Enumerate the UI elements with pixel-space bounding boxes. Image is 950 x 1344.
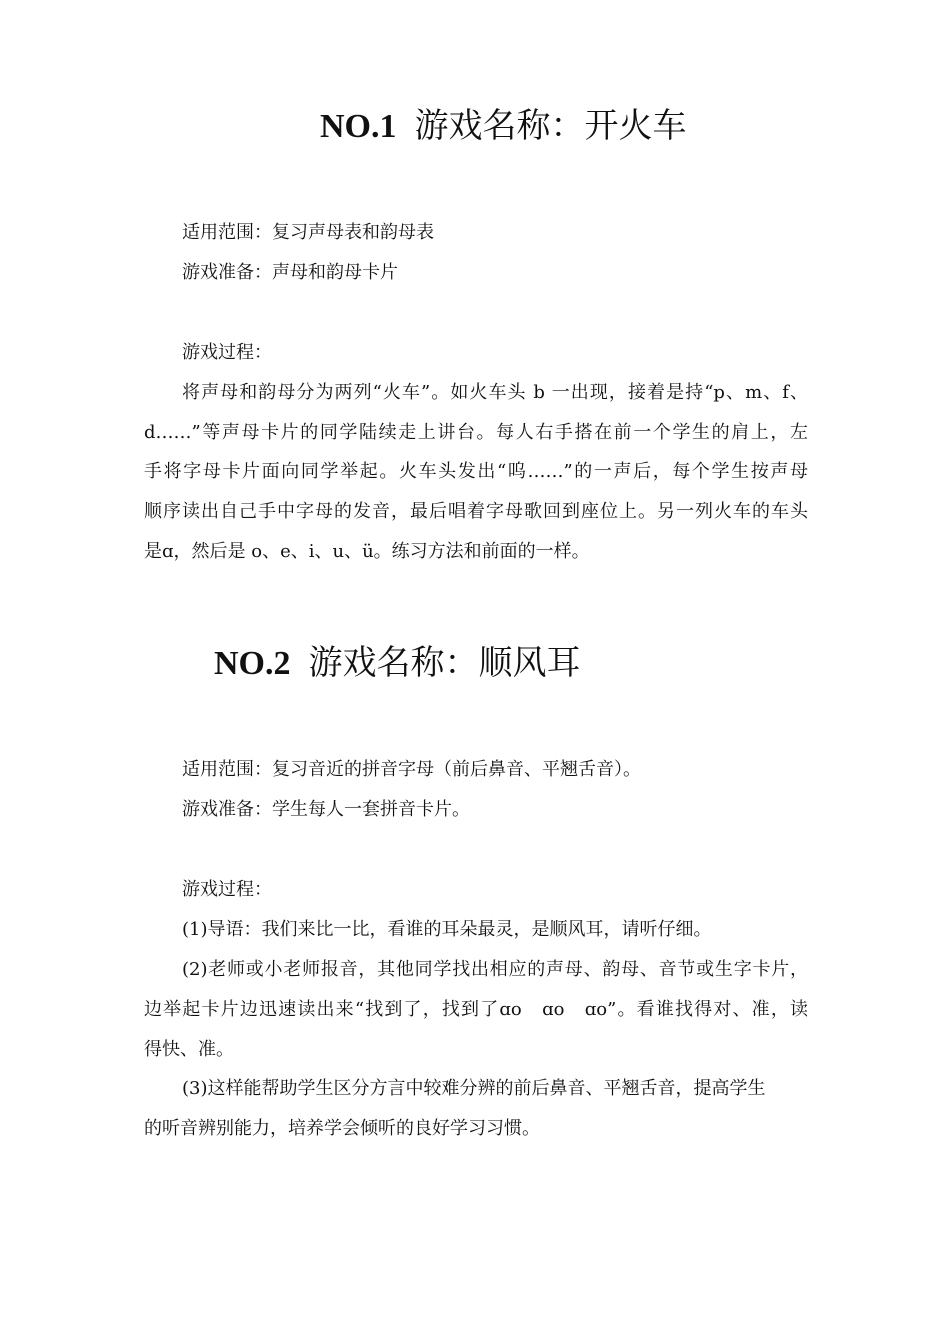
section-2-process-line: 边举起卡片边迅速读出来“找到了，找到了ɑo ɑo ɑo”。看谁找得对、准，读 [144, 999, 808, 1020]
section-1-process-line: 将声母和韵母分为两列“火车”。如火车头 b 一出现，接着是持“p、m、f、 [182, 382, 808, 403]
section-2-process-label: 游戏过程： [182, 879, 272, 900]
section-2-process-line: 的听音辨别能力，培养学会倾听的良好学习习惯。 [144, 1118, 540, 1139]
section-2-process-line: 得快、准。 [144, 1039, 234, 1060]
section-1-process-line: 手将字母卡片面向同学举起。火车头发出“呜……”的一声后，每个学生按声母 [144, 461, 808, 482]
section-1-preparation: 游戏准备：声母和韵母卡片 [182, 262, 398, 283]
section-2-process-line: (2)老师或小老师报音，其他同学找出相应的声母、韵母、音节或生字卡片， [182, 959, 808, 980]
section-1-process-line: 顺序读出自己手中字母的发音，最后唱着字母歌回到座位上。另一列火车的车头 [144, 501, 808, 522]
section-2-heading [214, 643, 581, 684]
section-2-process-line: (1)导语：我们来比一比，看谁的耳朵最灵，是顺风耳，请听仔细。 [182, 919, 712, 940]
section-2-number: NO.2 [214, 645, 291, 682]
section-2-title: 游戏名称：顺风耳 [308, 643, 581, 683]
section-1-process-line: d……”等声母卡片的同学陆续走上讲台。每人右手搭在前一个学生的肩上，左 [144, 422, 808, 443]
section-1-process-line: 是ɑ，然后是 o、e、i、u、ü。练习方法和前面的一样。 [144, 541, 590, 562]
section-1-scope: 适用范围：复习声母表和韵母表 [182, 222, 434, 243]
section-2-scope: 适用范围：复习音近的拼音字母（前后鼻音、平翘舌音）。 [182, 759, 641, 780]
section-1-number: NO.1 [320, 108, 397, 145]
section-1-process-label: 游戏过程： [182, 342, 272, 363]
section-2-process-line: (3)这样能帮助学生区分方言中较难分辨的前后鼻音、平翘舌音，提高学生 [182, 1078, 766, 1099]
section-1-title: 游戏名称：开火车 [414, 106, 687, 146]
section-1-heading [320, 106, 687, 147]
section-2-preparation: 游戏准备：学生每人一套拼音卡片。 [182, 799, 470, 820]
